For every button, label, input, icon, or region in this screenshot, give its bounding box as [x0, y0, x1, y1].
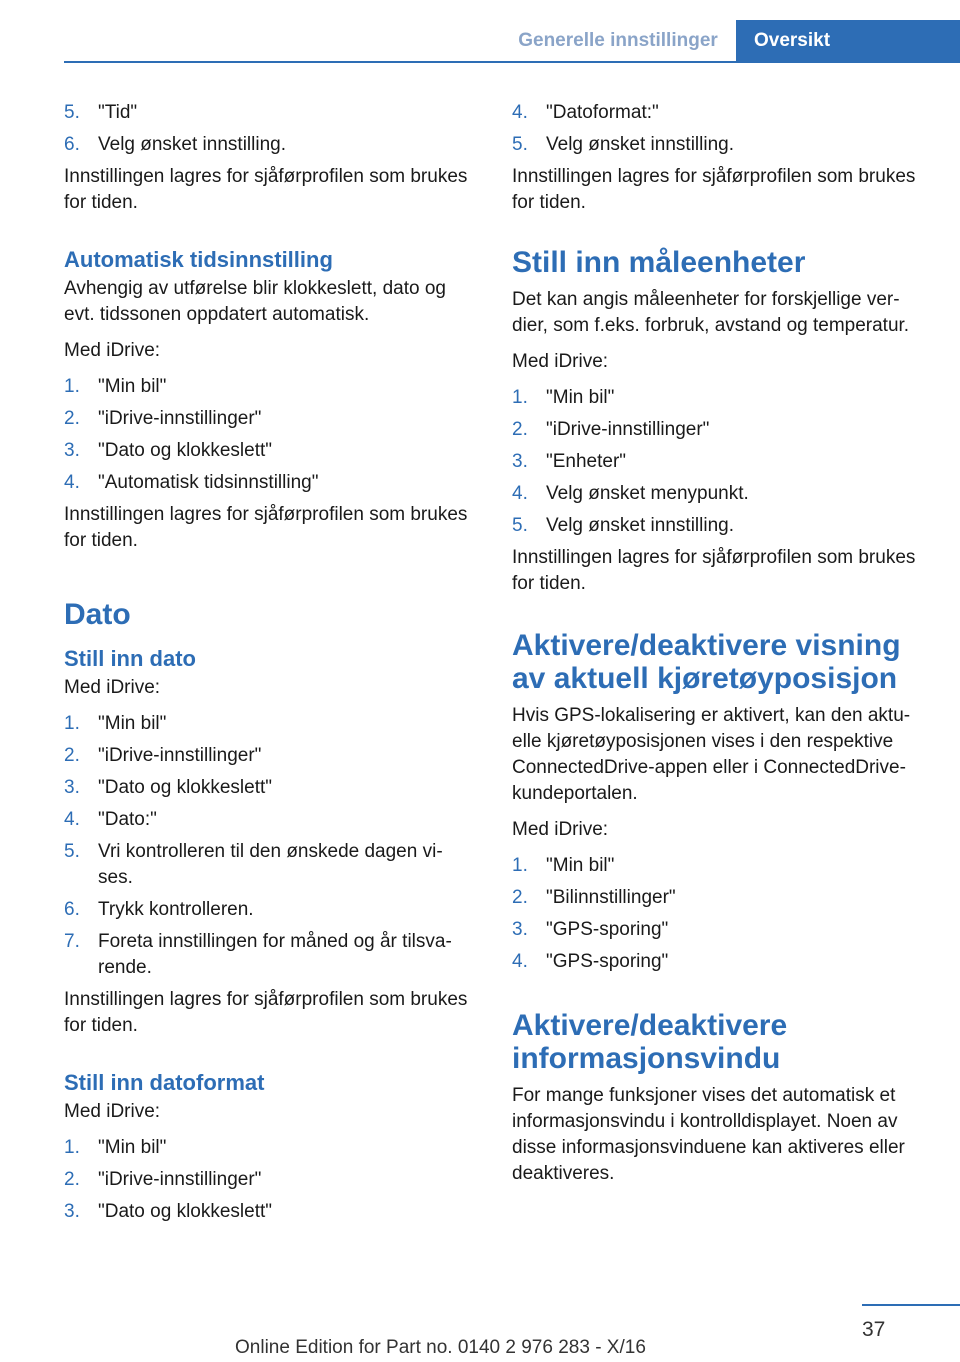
list-item-text: "Enheter" — [546, 451, 627, 472]
list-item-text: Velg ønsket menypunkt. — [546, 483, 749, 504]
footer-rule — [862, 1304, 960, 1306]
list-item-number: 2. — [512, 419, 528, 440]
list-item-text: "iDrive-innstillinger" — [98, 1169, 262, 1190]
list-item-text: "Min bil" — [98, 713, 167, 734]
list-item-number: 2. — [512, 887, 528, 908]
units-text: Det kan angis måleenheter for forskjellige verdier, som f.eks. forbruk, avstand og temperatur. — [512, 289, 910, 336]
list-item-text: "Bilinnstillinger" — [546, 887, 676, 908]
list-set-date — [64, 711, 468, 981]
list-item-text: "Automatisk tidsinnstilling" — [98, 472, 319, 493]
saved-note: Innstillingen lagres for sjåførprofilen som brukes for tiden. — [512, 166, 916, 213]
list-item — [512, 949, 926, 975]
list-item — [512, 481, 926, 507]
idrive-label: Med iDrive: — [64, 1101, 161, 1122]
list-right-top — [512, 100, 926, 158]
list-item-number: 1. — [64, 376, 80, 397]
list-item — [64, 743, 468, 769]
list-item — [512, 449, 926, 475]
list-item-number: 5. — [64, 102, 80, 123]
page-number: 37 — [862, 1318, 886, 1341]
list-item — [512, 917, 926, 943]
list-item — [64, 438, 468, 464]
edition-note: Online Edition for Part no. 0140 2 976 283 - X/16 — [235, 1337, 646, 1358]
list-item-number: 4. — [512, 483, 528, 504]
list-item-text: Trykk kontrolleren. — [98, 899, 254, 920]
list-item-number: 7. — [64, 931, 80, 952]
list-item-number: 1. — [64, 713, 80, 734]
heading-vehicle-position: Aktivere/deaktivere visning av aktuell kjøretøyposisjon — [512, 629, 901, 695]
list-item — [64, 711, 468, 737]
list-item-number: 4. — [512, 102, 528, 123]
list-item-text: "Dato og klokkeslett" — [98, 440, 273, 461]
list-item-number: 3. — [64, 1201, 80, 1222]
list-item-text: "Dato og klokkeslett" — [98, 1201, 273, 1222]
list-item-number: 4. — [64, 472, 80, 493]
list-item-text: Vri kontrolleren til den ønskede dagen vises. — [98, 841, 443, 888]
list-item — [64, 100, 468, 126]
list-item-number: 5. — [512, 134, 528, 155]
left-column — [64, 100, 468, 1231]
list-item — [512, 385, 926, 411]
list-item-number: 2. — [64, 408, 80, 429]
list-vehicle-position — [512, 853, 926, 975]
page-header — [0, 0, 960, 62]
heading-units: Still inn måleenheter — [512, 246, 806, 279]
list-auto-time — [64, 374, 468, 496]
list-item — [64, 1135, 468, 1161]
list-item-text: "iDrive-innstillinger" — [98, 408, 262, 429]
list-item-text: "Min bil" — [546, 387, 615, 408]
list-item-number: 1. — [512, 855, 528, 876]
heading-auto-time: Automatisk tidsinnstilling — [64, 247, 333, 272]
list-item-text: Velg ønsket innstilling. — [98, 134, 286, 155]
list-item-number: 6. — [64, 899, 80, 920]
list-item — [64, 132, 468, 158]
list-item — [64, 1167, 468, 1193]
saved-note: Innstillingen lagres for sjåførprofilen som brukes for tiden. — [512, 547, 916, 594]
list-item — [512, 885, 926, 911]
list-item-text: Velg ønsket innstilling. — [546, 134, 734, 155]
list-item-number: 3. — [512, 451, 528, 472]
list-item — [64, 929, 468, 981]
info-window-text: For mange funksjoner vises det automatisk et informasjonsvindu i kontrolldisplayet. Noen av disse informasjonsvinduene kan aktiveres eller deaktiveres. — [512, 1085, 905, 1184]
list-item-text: "Tid" — [98, 102, 138, 123]
list-left-top — [64, 100, 468, 158]
list-item — [512, 853, 926, 879]
list-item-number: 4. — [512, 951, 528, 972]
heading-set-date: Still inn dato — [64, 646, 196, 671]
list-item — [64, 374, 468, 400]
list-item-text: "Dato:" — [98, 809, 157, 830]
heading-dato: Dato — [64, 598, 131, 631]
list-item-text: "iDrive-innstillinger" — [98, 745, 262, 766]
list-item-number: 4. — [64, 809, 80, 830]
list-item — [64, 775, 468, 801]
list-item-number: 3. — [64, 777, 80, 798]
chapter-tab: Oversikt — [736, 20, 960, 62]
idrive-label: Med iDrive: — [512, 351, 609, 372]
list-item-number: 3. — [64, 440, 80, 461]
list-date-format — [64, 1135, 468, 1225]
list-item — [64, 406, 468, 432]
saved-note: Innstillingen lagres for sjåførprofilen som brukes for tiden. — [64, 504, 468, 551]
list-item-number: 6. — [64, 134, 80, 155]
auto-time-text: Avhengig av utførelse blir klokkeslett, dato og evt. tidssonen oppdatert automatisk. — [64, 278, 446, 325]
list-item — [64, 470, 468, 496]
saved-note: Innstillingen lagres for sjåførprofilen som brukes for tiden. — [64, 989, 468, 1036]
right-column — [512, 100, 926, 1197]
header-rule — [64, 61, 960, 63]
idrive-label: Med iDrive: — [64, 677, 161, 698]
section-tab: Generelle innstillinger — [518, 30, 718, 51]
idrive-label: Med iDrive: — [64, 340, 161, 361]
list-item-text: "Min bil" — [546, 855, 615, 876]
idrive-label: Med iDrive: — [512, 819, 609, 840]
list-item-text: "Min bil" — [98, 376, 167, 397]
list-item-number: 2. — [64, 1169, 80, 1190]
list-item — [64, 897, 468, 923]
list-item-text: "GPS-sporing" — [546, 951, 669, 972]
list-item-text: Foreta innstillingen for måned og år tilsvarende. — [98, 931, 452, 978]
list-item — [64, 839, 468, 891]
vehicle-position-text: Hvis GPS-lokalisering er aktivert, kan den aktuelle kjøretøyposisjonen vises i den respektive ConnectedDrive-appen eller i ConnectedDrive-kundeportalen. — [512, 705, 911, 804]
list-item-number: 1. — [512, 387, 528, 408]
saved-note: Innstillingen lagres for sjåførprofilen som brukes for tiden. — [64, 166, 468, 213]
list-item — [64, 1199, 468, 1225]
list-item-text: "Dato og klokkeslett" — [98, 777, 273, 798]
list-item-number: 2. — [64, 745, 80, 766]
heading-date-format: Still inn datoformat — [64, 1070, 265, 1095]
list-item-number: 3. — [512, 919, 528, 940]
list-item-text: "Min bil" — [98, 1137, 167, 1158]
list-item — [512, 132, 926, 158]
list-item — [64, 807, 468, 833]
list-item-text: "iDrive-innstillinger" — [546, 419, 710, 440]
heading-info-window: Aktivere/deaktivere informasjonsvindu — [512, 1009, 788, 1075]
list-item-number: 5. — [64, 841, 80, 862]
list-item — [512, 417, 926, 443]
list-units — [512, 385, 926, 539]
list-item — [512, 513, 926, 539]
list-item-number: 5. — [512, 515, 528, 536]
list-item — [512, 100, 926, 126]
list-item-text: Velg ønsket innstilling. — [546, 515, 734, 536]
list-item-number: 1. — [64, 1137, 80, 1158]
list-item-text: "Datoformat:" — [546, 102, 659, 123]
list-item-text: "GPS-sporing" — [546, 919, 669, 940]
